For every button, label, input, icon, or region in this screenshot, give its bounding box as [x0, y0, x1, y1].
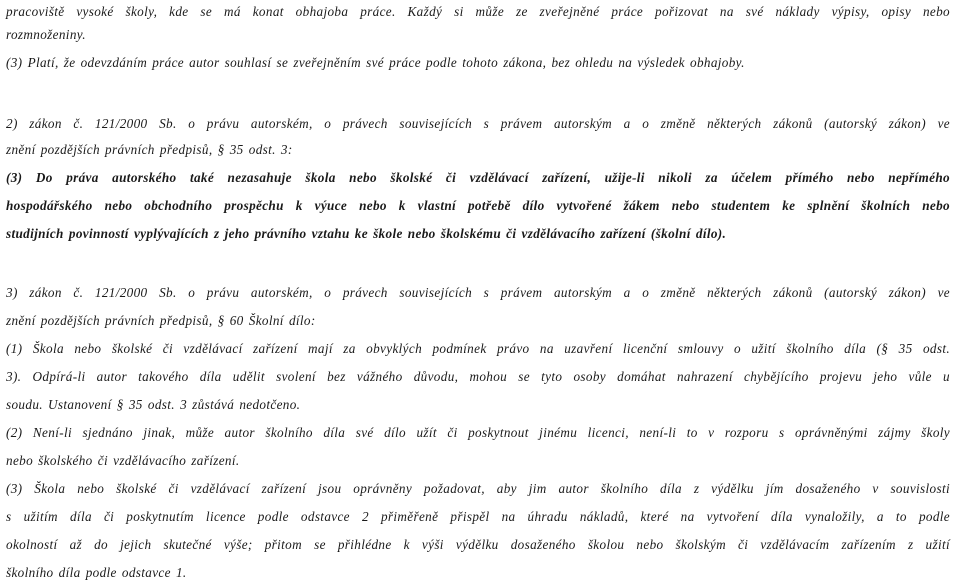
- text-line: studijních povinností vyplývajících z jeho právního vztahu ke škole nebo školskému či vzdělávacího zařízení (školní dílo).: [6, 226, 727, 241]
- text-line: (3) Škola nebo školské či vzdělávací zařízení jsou oprávněny požadovat, aby jim autor školního díla z výdělku jím dosaženého v souvislosti: [6, 481, 950, 496]
- text-line: s užitím díla či poskytnutím licence podle odstavce 2 přiměřeně přispěl na úhradu nákladů, které na vytvoření díla vynaložily, a to podle: [6, 509, 950, 524]
- footnote-heading-line: 3) zákon č. 121/2000 Sb. o právu autorském, o právech souvisejících s právem autorským a o změně některých zákonů (autorský zákon) ve: [6, 285, 950, 300]
- text-line: školního díla podle odstavce 1.: [6, 565, 187, 580]
- text-line: rozmnoženiny.: [6, 27, 86, 42]
- text-line: pracoviště vysoké školy, kde se má konat obhajoba práce. Každý si může ze zveřejněné práce pořizovat na své náklady výpisy, opisy nebo: [6, 4, 950, 19]
- text-line: znění pozdějších právních předpisů, § 60 Školní dílo:: [6, 313, 316, 328]
- text-line: hospodářského nebo obchodního prospěchu k výuce nebo k vlastní potřebě dílo vytvořené žákem nebo studentem ke splnění školních nebo: [6, 198, 950, 213]
- text-line: (2) Není-li sjednáno jinak, může autor školního díla své dílo užít či poskytnout jinému licenci, není-li to v rozporu s oprávněnými zájmy školy: [6, 425, 950, 440]
- text-line: (3) Do práva autorského také nezasahuje škola nebo školské či vzdělávací zařízení, užije-li nikoli za účelem přímého nebo nepřímého: [6, 170, 950, 185]
- text-line: 3). Odpírá-li autor takového díla udělit svolení bez vážného důvodu, mohou se tyto osoby domáhat nahrazení chybějícího projevu jeho vůle u: [6, 369, 950, 384]
- text-line: (3) Platí, že odevzdáním práce autor souhlasí se zveřejněním své práce podle tohoto zákona, bez ohledu na výsledek obhajoby.: [6, 55, 745, 70]
- text-line: soudu. Ustanovení § 35 odst. 3 zůstává nedotčeno.: [6, 397, 301, 412]
- text-line: (1) Škola nebo školské či vzdělávací zařízení mají za obvyklých podmínek právo na uzavření licenční smlouvy o užití školního díla (§ 35 odst.: [6, 341, 950, 356]
- text-line: nebo školského či vzdělávacího zařízení.: [6, 453, 240, 468]
- text-line: okolností až do jejich skutečné výše; přitom se přihlédne k výši výdělku dosaženého školou nebo školským či vzdělávacím zařízením z užití: [6, 537, 950, 552]
- text-line: znění pozdějších právních předpisů, § 35 odst. 3:: [6, 142, 293, 157]
- footnote-heading-line: 2) zákon č. 121/2000 Sb. o právu autorském, o právech souvisejících s právem autorským a o změně některých zákonů (autorský zákon) ve: [6, 116, 950, 131]
